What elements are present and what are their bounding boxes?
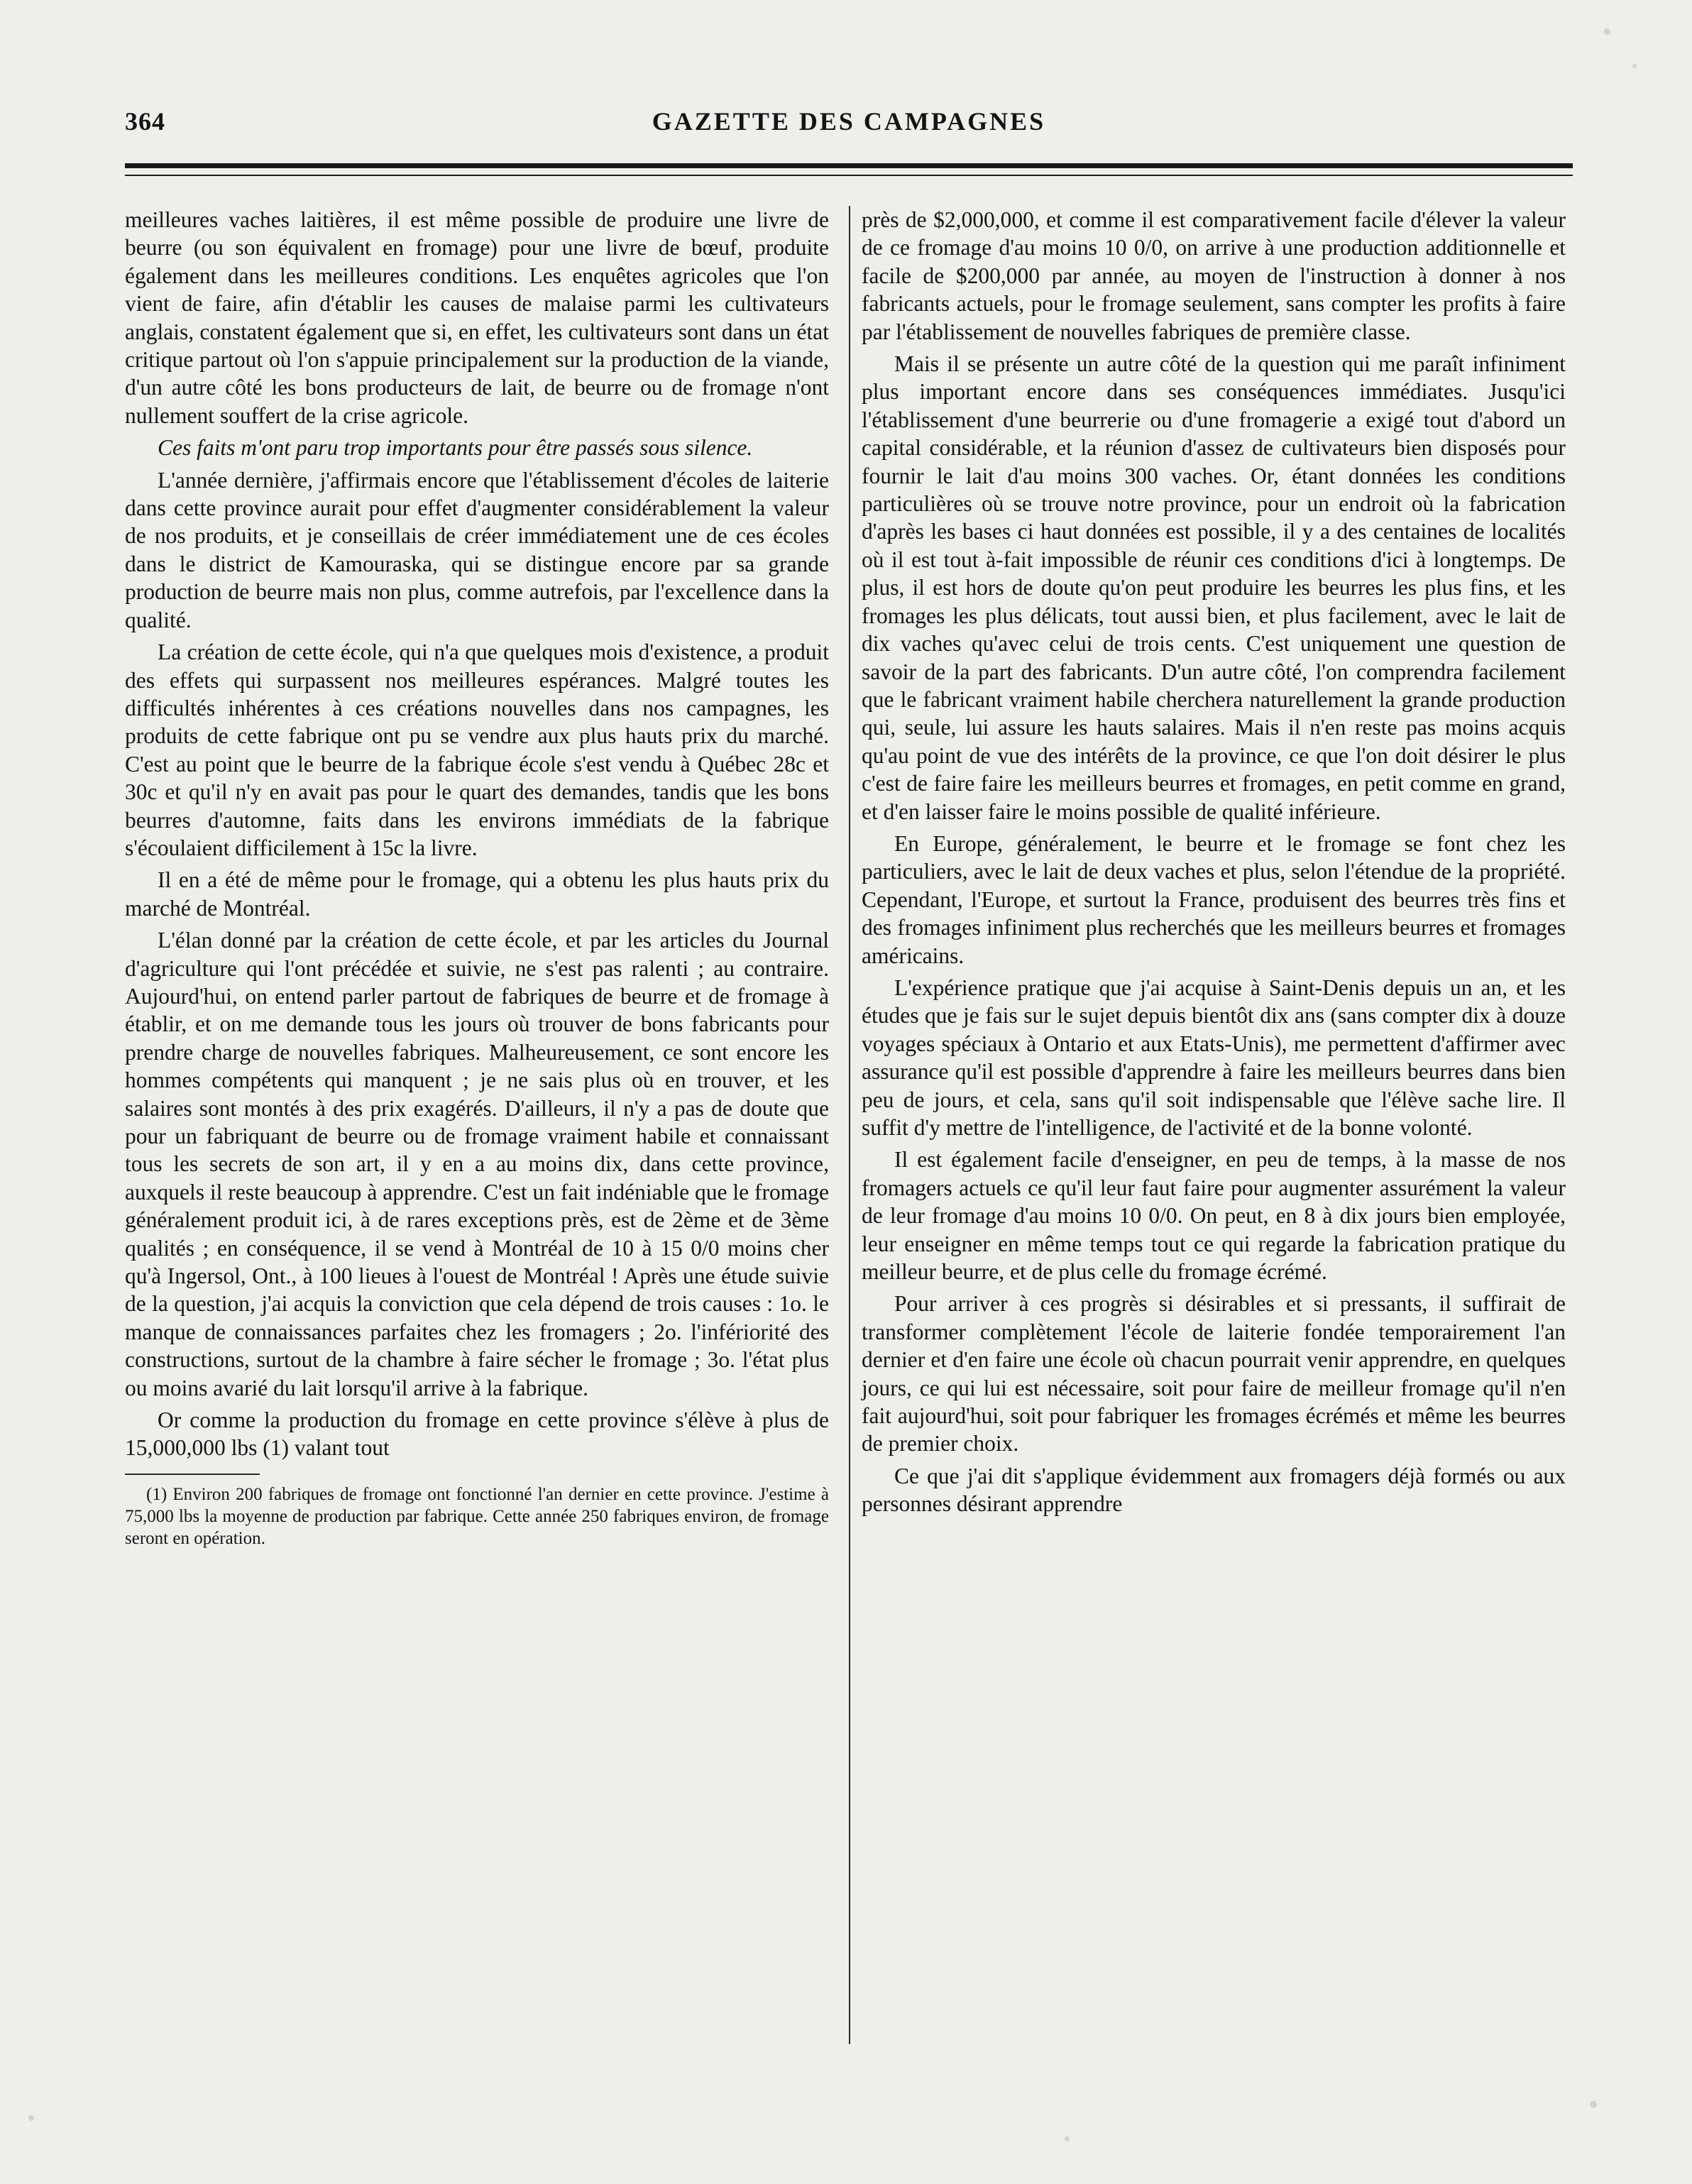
- left-paragraph-1: meilleures vaches laitières, il est même possible de produire une livre de beurre (ou son équivalent en fromage) pour une livre de bœuf, produite également dans les meilleures conditions. Les enquêtes agricoles que l'on vient de faire, afin d'établir les causes de malaise parmi les cultivateurs anglais, constatent également que si, en effet, les cultivateurs sont dans un état critique partout où l'on s'appuie principalement sur la production de la viande, d'un autre côté les bons producteurs de lait, de beurre ou de fromage n'ont nullement souffert de la crise agricole.: [125, 207, 829, 428]
- left-paragraph-6: L'élan donné par la création de cette école, et par les articles du Journal d'agriculture qui l'ont précédée et suivie, ne s'est pas ralenti ; au contraire. Aujourd'hui, on entend parler partout de fabriques de beurre et de fromage à établir, et on me demande tous les jours où trouver de bons fabricants pour prendre charge de nouvelles fabriques. Malheureusement, ce sont encore les hommes compétents qui manquent ; je ne sais plus où en trouver, et les salaires sont montés à des prix exagérés. D'ailleurs, il n'y a pas de doute que pour un fabriquant de beurre ou de fromage vraiment habile et connaissant tous les secrets de son art, il y en a au moins dix, dans cette province, auxquels il reste beaucoup à apprendre. C'est un fait indéniable que le fromage généralement produit ici, à de rares exceptions près, est de 2ème et de 3ème qualités ; en conséquence, il se vend à Montréal de 10 à 15 0/0 moins cher qu'à Ingersol, Ont., à 100 lieues à l'ouest de Montréal ! Après une étude suivie de la question, j'ai acquis la conviction que cela dépend de trois causes : 1o. le manque de connaissances parfaites chez les fromagers ; 2o. l'infériorité des constructions, surtout de la chambre à faire sécher le fromage ; 3o. l'état plus ou moins avarié du lait lorsqu'il arrive à la fabrique.: [125, 928, 829, 1400]
- header-rule-thick: [125, 163, 1573, 168]
- right-paragraph-2: Mais il se présente un autre côté de la question qui me paraît infiniment plus important encore dans ses conséquences immédiates. Jusqu'ici l'établissement d'une beurrerie ou d'une fromagerie a exigé tout d'abord un capital considérable, et la réunion d'assez de cultivateurs bien disposés pour fournir le lait d'au moins 300 vaches. Or, étant données les conditions particulières où se trouve notre province, pour un endroit où la fabrication d'après les bases ci haut données est possible, il y a des centaines de localités où il est tout à-fait impossible de réunir ces conditions d'ici à longtemps. De plus, il est hors de doute qu'on peut produire les beurres les plus fins, et les fromages les plus délicats, tout aussi bien, et plus facilement, avec le lait de dix vaches qu'avec celui de trois cents. C'est uniquement une question de savoir de la part des fabricants. D'un autre côté, l'on comprendra facilement que le fabricant vraiment habile cherchera naturellement la grande production qui, seule, lui assure les hauts salaires. Mais il n'en reste pas moins acquis qu'au point de vue des intérêts de la province, ce que l'on doit désirer le plus c'est de faire faire les meilleurs beurres et fromages, en petit comme en grand, et d'en laisser faire le moins possible de qualité inférieure.: [862, 351, 1566, 824]
- right-paragraph-1: près de $2,000,000, et comme il est comparativement facile d'élever la valeur de ce fromage d'au moins 10 0/0, on arrive à une production additionnelle et facile de $200,000 par année, au moyen de l'instruction à donner à nos fabricants actuels, pour le fromage seulement, sans compter les profits à faire par l'établissement de nouvelles fabriques de première classe.: [862, 207, 1566, 344]
- scan-speck: [1632, 64, 1637, 68]
- right-paragraph-7: Ce que j'ai dit s'applique évidemment aux fromagers déjà formés ou aux personnes désirant apprendre: [862, 1463, 1566, 1517]
- header-rule-thin: [125, 175, 1573, 176]
- right-column: [862, 206, 1566, 1522]
- page-header: [125, 106, 1573, 149]
- left-column: [125, 206, 829, 1549]
- scan-speck: [1065, 2136, 1070, 2141]
- right-paragraph-6: Pour arriver à ces progrès si désirables et si pressants, il suffirait de transformer complètement l'école de laiterie fondée temporairement l'an dernier et d'en faire une école où chacun pourrait venir apprendre, en quelques jours, ce qui lui est nécessaire, soit pour faire de meilleur fromage qu'il n'en fait aujourd'hui, soit pour fabriquer les fromages écrémés et même les beurres de premier choix.: [862, 1291, 1566, 1456]
- right-paragraph-3: En Europe, généralement, le beurre et le fromage se font chez les particuliers, avec le lait de deux vaches et plus, selon l'étendue de la propriété. Cependant, l'Europe, et surtout la France, produisent des beurres très fins et des fromages infiniment plus recherchés que les meilleurs beurres et fromages américains.: [862, 830, 1566, 968]
- running-title: GAZETTE DES CAMPAGNES: [652, 107, 1046, 136]
- footnote-rule: [125, 1474, 260, 1475]
- right-paragraph-4: L'expérience pratique que j'ai acquise à Saint-Denis depuis un an, et les études que je fais sur le sujet depuis bientôt dix ans (sans compter dix à douze voyages spéciaux à Ontario et aux Etats-Unis), me permettent d'affirmer avec assurance qu'il est possible d'apprendre à faire les meilleurs beurres dans bien peu de jours, et cela, sans qu'il soit indispensable que l'élève sache lire. Il suffit d'y mettre de l'intelligence, de l'activité et de la bonne volonté.: [862, 975, 1566, 1140]
- left-paragraph-5: Il en a été de même pour le fromage, qui a obtenu les plus hauts prix du marché de Montréal.: [125, 867, 829, 921]
- scan-speck: [1590, 2101, 1597, 2108]
- footnote: (1) Environ 200 fabriques de fromage ont fonctionné l'an dernier en cette province. J'estime à 75,000 lbs la moyenne de production par fabrique. Cette année 250 fabriques environ, de fromage seront en opération.: [125, 1484, 829, 1548]
- column-divider: [849, 206, 850, 2044]
- scan-speck: [28, 2115, 34, 2121]
- scan-speck: [1604, 28, 1610, 35]
- left-paragraph-4: La création de cette école, qui n'a que quelques mois d'existence, a produit des effets qui surpassent nos meilleures espérances. Malgré toutes les difficultés inhérentes à ces créations nouvelles dans nos campagnes, les produits de cette fabrique ont pu se vendre aux plus hauts prix du marché. C'est au point que le beurre de la fabrique école s'est vendu à Québec 28c et 30c et qu'il n'y en avait pas pour le quart des demandes, tandis que les bons beurres d'automne, faits dans les environs immédiats de la fabrique s'écoulaient difficilement à 15c la livre.: [125, 640, 829, 860]
- left-paragraph-7: Or comme la production du fromage en cette province s'élève à plus de 15,000,000 lbs (1) valant tout: [125, 1407, 829, 1461]
- left-paragraph-3: L'année dernière, j'affirmais encore que l'établissement d'écoles de laiterie dans cette province aurait pour effet d'augmenter considérablement la valeur de nos produits, et je conseillais de créer immédiatement une de ces écoles dans le district de Kamouraska, qui se distingue encore par sa grande production de beurre mais non plus, comme autrefois, par l'excellence dans la qualité.: [125, 467, 829, 632]
- page-number: 364: [125, 107, 165, 136]
- left-paragraph-2: Ces faits m'ont paru trop importants pour être passés sous silence.: [158, 435, 753, 461]
- right-paragraph-5: Il est également facile d'enseigner, en peu de temps, à la masse de nos fromagers actuels ce qu'il leur faut faire pour augmenter assurément la valeur de leur fromage d'au moins 10 0/0. On peut, en 8 à dix jours bien employée, leur enseigner en même temps tout ce qui regarde la fabrication pratique du meilleur beurre, et de plus celle du fromage écrémé.: [862, 1147, 1566, 1285]
